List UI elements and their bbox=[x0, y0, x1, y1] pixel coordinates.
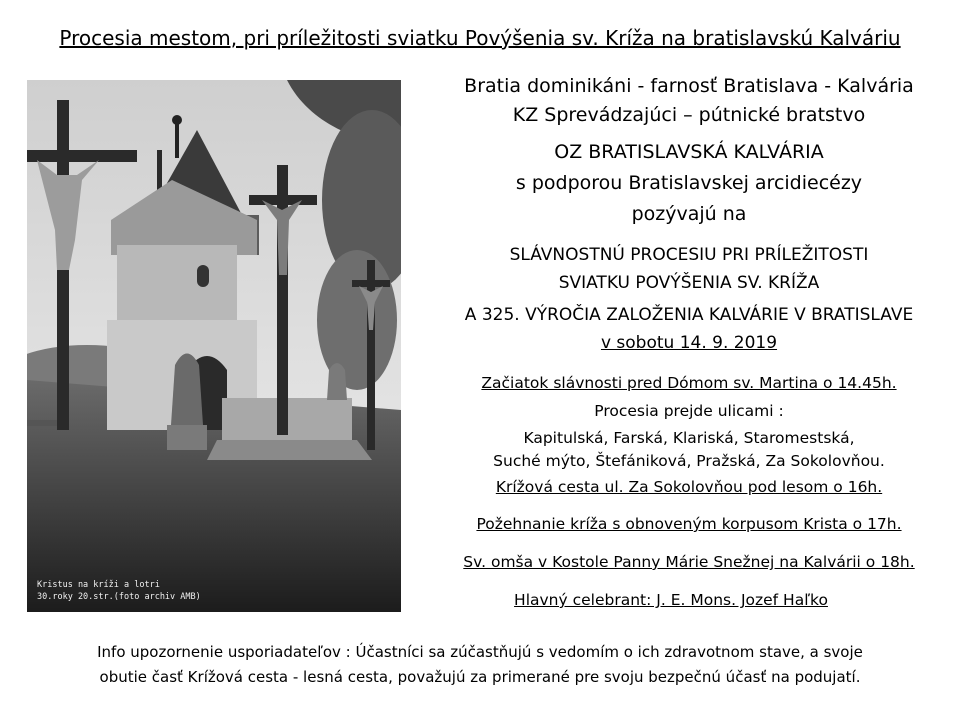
calvary-photo-illustration bbox=[27, 80, 401, 612]
organizer-line-3: OZ BRATISLAVSKÁ KALVÁRIA bbox=[554, 141, 824, 163]
route-streets-1: Kapitulská, Farská, Klariská, Staromestská, bbox=[523, 429, 855, 447]
route-streets-2: Suché mýto, Štefániková, Pražská, Za Sokolovňou. bbox=[493, 452, 885, 470]
page-title: Procesia mestom, pri príležitosti sviatku Povýšenia sv. Kríža na bratislavskú Kalváriu bbox=[59, 26, 901, 50]
headline-line-2: SVIATKU POVÝŠENIA SV. KRÍŽA bbox=[558, 273, 820, 293]
photo-caption-source: 30.roky 20.str.(foto archiv AMB) bbox=[37, 592, 201, 602]
route-intro: Procesia prejde ulicami : bbox=[594, 402, 784, 420]
organizer-line-4: s podporou Bratislavskej arcidiecézy bbox=[515, 172, 863, 194]
organizer-line-5: pozývajú na bbox=[631, 203, 747, 225]
main-celebrant: Hlavný celebrant: J. E. Mons. Jozef Haľko bbox=[514, 591, 828, 609]
headline-line-3: A 325. VÝROČIA ZALOŽENIA KALVÁRIE V BRATISLAVE bbox=[464, 305, 914, 325]
calvary-photo bbox=[27, 80, 401, 612]
headline-line-1: SLÁVNOSTNÚ PROCESIU PRI PRÍLEŽITOSTI bbox=[509, 245, 869, 265]
footer-note-1: Info upozornenie usporiadateľov : Účastníci sa zúčastňujú s vedomím o ich zdravotnom stave, a svoje bbox=[97, 643, 863, 661]
start-info: Začiatok slávnosti pred Dómom sv. Martina o 14.45h. bbox=[481, 374, 897, 392]
event-date: v sobotu 14. 9. 2019 bbox=[600, 333, 778, 353]
cross-blessing: Požehnanie kríža s obnoveným korpusom Krista o 17h. bbox=[476, 515, 902, 533]
photo-caption-title: Kristus na kríži a lotri bbox=[37, 580, 160, 590]
organizer-line-2: KZ Sprevádzajúci – pútnické bratstvo bbox=[512, 104, 866, 126]
holy-mass: Sv. omša v Kostole Panny Márie Snežnej na Kalvárii o 18h. bbox=[463, 553, 915, 571]
stations-of-cross: Krížová cesta ul. Za Sokolovňou pod lesom o 16h. bbox=[495, 478, 883, 496]
footer-note-2: obutie časť Krížová cesta - lesná cesta, považujú za primerané pre svoju bezpečnú účasť na podujatí. bbox=[99, 668, 861, 686]
organizer-line-1: Bratia dominikáni - farnosť Bratislava - Kalvária bbox=[464, 75, 914, 97]
